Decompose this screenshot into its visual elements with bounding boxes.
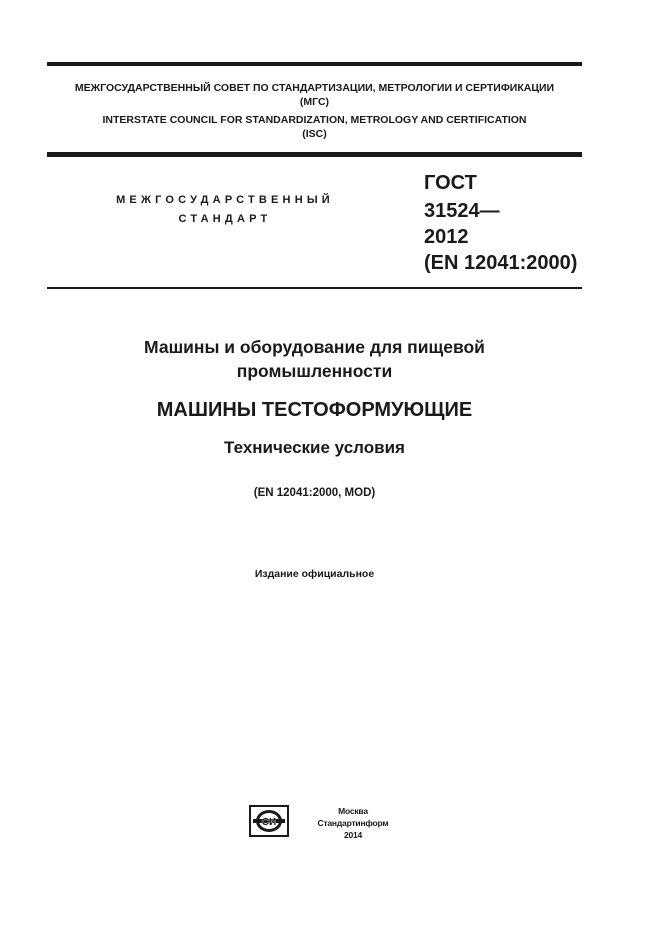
council-en-abbr: (ISC) xyxy=(302,128,327,140)
en-reference: (EN 12041:2000, MOD) xyxy=(253,487,376,499)
gost-year: 2012 xyxy=(424,226,469,248)
council-en-line1: INTERSTATE COUNCIL FOR STANDARDIZATION, METROLOGY AND CERTIFICATION xyxy=(102,114,527,126)
top-rule xyxy=(47,62,582,66)
subtitle: Технические условия xyxy=(224,438,405,457)
standard-kind-line2: СТАНДАРТ xyxy=(178,213,272,225)
publisher-name: Стандартинформ xyxy=(317,818,389,828)
standartinform-logo-icon xyxy=(249,805,289,837)
gost-number: 31524— xyxy=(424,200,500,222)
logo-text: СИ xyxy=(261,817,277,828)
title-line2: промышленности xyxy=(236,361,393,381)
designation-rule xyxy=(47,287,582,289)
main-title: МАШИНЫ ТЕСТОФОРМУЮЩИЕ xyxy=(156,399,473,421)
title-line1: Машины и оборудование для пищевой xyxy=(144,337,485,357)
publisher-year: 2014 xyxy=(343,830,363,840)
publisher-city: Москва xyxy=(338,806,368,816)
gost-label: ГОСТ xyxy=(424,172,477,194)
edition-note: Издание официальное xyxy=(254,568,375,580)
standard-kind-line1: МЕЖГОСУДАРСТВЕННЫЙ xyxy=(116,194,334,206)
council-ru-abbr: (МГС) xyxy=(299,96,330,108)
header-rule xyxy=(47,152,582,157)
gost-equivalent: (EN 12041:2000) xyxy=(424,252,578,274)
council-ru-line1: МЕЖГОСУДАРСТВЕННЫЙ СОВЕТ ПО СТАНДАРТИЗАЦИИ, МЕТРОЛОГИИ И СЕРТИФИКАЦИИ xyxy=(74,82,555,94)
